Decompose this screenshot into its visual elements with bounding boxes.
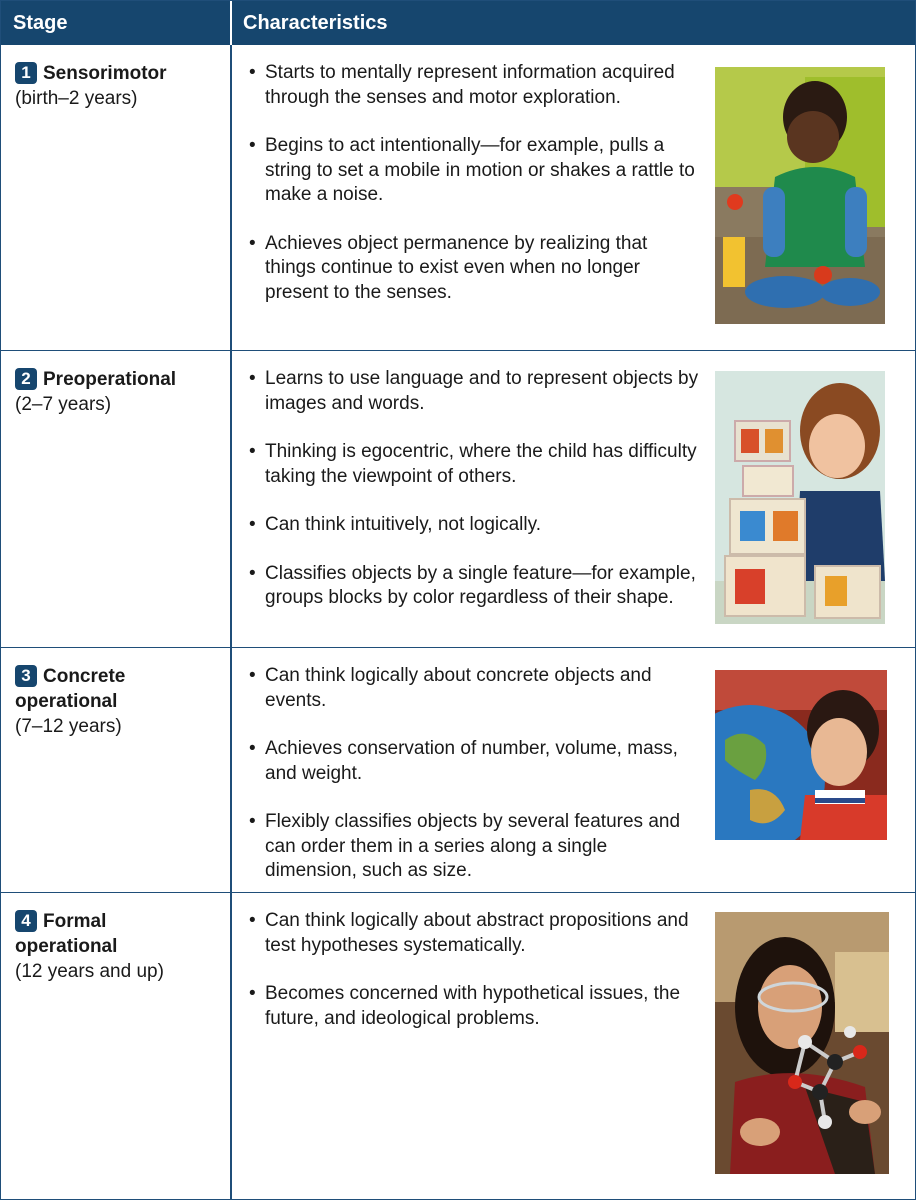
- toddler-blocks-photo: [715, 371, 885, 624]
- stage-number-badge: 1: [15, 62, 37, 84]
- stage-cell: [15, 61, 225, 111]
- list-item: • Starts to mentally represent information acquired through the senses and motor exploration.: [249, 61, 699, 110]
- stage-name-line2: operational: [15, 691, 118, 712]
- characteristics-list: [249, 61, 699, 329]
- stage-age: (2–7 years): [15, 394, 112, 415]
- stage-name: Sensorimotor: [43, 63, 167, 84]
- table-row: [1, 351, 915, 648]
- table-row: [1, 648, 915, 893]
- stage-cell: [15, 909, 225, 984]
- table-row: [1, 45, 915, 351]
- column-divider: [230, 351, 232, 647]
- stage-cell: [15, 664, 225, 739]
- list-item: • Becomes concerned with hypothetical issues, the future, and ideological problems.: [249, 982, 699, 1031]
- list-item: • Thinking is egocentric, where the child has difficulty taking the viewpoint of others.: [249, 440, 699, 489]
- column-divider: [230, 648, 232, 892]
- stage-number-badge: 3: [15, 665, 37, 687]
- stage-number-badge: 4: [15, 910, 37, 932]
- list-item: • Classifies objects by a single feature—for example, groups blocks by color regardless of their shape.: [249, 562, 699, 611]
- stage-age: (12 years and up): [15, 961, 164, 982]
- stage-name: Preoperational: [43, 369, 177, 390]
- list-item: • Can think intuitively, not logically.: [249, 513, 699, 538]
- baby-playing-photo: [715, 67, 885, 324]
- list-item: • Can think logically about concrete objects and events.: [249, 664, 699, 713]
- stage-name: Concrete: [43, 666, 126, 687]
- characteristics-list: [249, 367, 699, 635]
- header-divider: [230, 1, 232, 45]
- stage-number-badge: 2: [15, 368, 37, 390]
- column-divider: [230, 893, 232, 1199]
- stage-age: (birth–2 years): [15, 88, 138, 109]
- list-item: • Achieves object permanence by realizing that things continue to exist even when no longer present to the senses.: [249, 232, 699, 306]
- list-item: • Achieves conservation of number, volume, mass, and weight.: [249, 737, 699, 786]
- header-characteristics: Characteristics: [243, 12, 388, 34]
- stage-cell: [15, 367, 225, 417]
- list-item: • Flexibly classifies objects by several features and can order them in a series along a single dimension, such as size.: [249, 810, 699, 884]
- table-header: [1, 1, 915, 45]
- stage-age: (7–12 years): [15, 716, 122, 737]
- header-stage: Stage: [13, 12, 68, 34]
- boy-globe-photo: [715, 670, 887, 840]
- list-item: • Can think logically about abstract propositions and test hypotheses systematically.: [249, 909, 699, 958]
- girl-molecule-photo: [715, 912, 889, 1174]
- stage-name-line2: operational: [15, 936, 118, 957]
- characteristics-list: [249, 664, 699, 908]
- table-row: [1, 893, 915, 1199]
- list-item: • Learns to use language and to represent objects by images and words.: [249, 367, 699, 416]
- characteristics-list: [249, 909, 699, 1055]
- list-item: • Begins to act intentionally—for example, pulls a string to set a mobile in motion or shakes a rattle to make a noise.: [249, 134, 699, 208]
- stage-name: Formal: [43, 911, 107, 932]
- column-divider: [230, 45, 232, 350]
